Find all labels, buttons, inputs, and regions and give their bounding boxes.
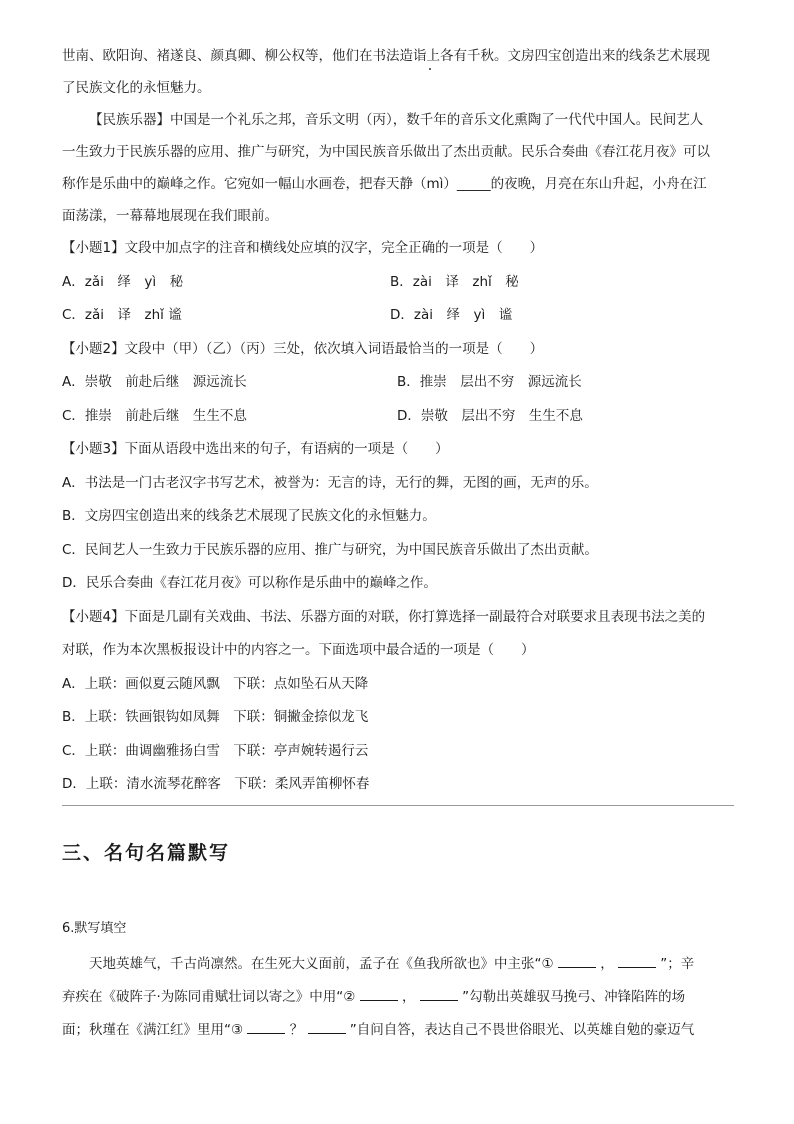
music-line-3: 称作是乐曲中的巅峰之作。它宛如一幅山水画卷，把春天静（mì）_____的夜晚，月亮在东山升起，小舟在江 [62,176,707,192]
dictation-line-1-text-c: ”；辛 [660,956,695,972]
music-line-1: 【民族乐器】中国是一个礼乐之邦，音乐文明（丙），数千年的音乐文化熏陶了一代代中国人。民间艺人 [89,112,704,128]
dictation-line-1-text-b: ， [600,956,614,972]
dictation-line-1-text-a: 天地英雄气，千古尚凛然。在生死大义面前，孟子在《鱼我所欲也》中主张“① [89,956,554,972]
blank-3a[interactable] [247,1021,285,1034]
blank-1a[interactable] [558,955,596,968]
dictation-passage [62,948,734,1047]
question-3-stem: 【小题3】下面从语段中选出来的句子，有语病的一项是（ ） [62,441,449,457]
dictation-line-2-text-b: ， [401,989,416,1005]
intro-line-1: 世南、欧阳询、褚遂良、颜真卿、柳公权等，他们在书法造诣上各有千秋。文房四宝创造出来的线条艺术展现 [62,48,710,64]
section-divider [62,805,734,806]
blank-1b[interactable] [618,955,656,968]
question-2-option-a[interactable]: A．崇敬 前赴后继 源远流长 [62,374,247,390]
blank-2a[interactable] [360,988,398,1001]
question-2-options-row-1 [62,366,734,400]
dictation-line-3-text-a: 面；秋瑾在《满江红》里用“③ [62,1022,244,1038]
dictation-line-1 [62,948,734,981]
question-4-option-d[interactable]: D．上联：清水流琴花醉客 下联：柔风弄笛柳怀春 [62,776,370,792]
passage-body [62,40,734,802]
question-3-option-c[interactable]: C．民间艺人一生致力于民族乐器的应用、推广与研究，为中国民族音乐做出了杰出贡献。 [62,541,598,558]
question-4-option-b[interactable]: B．上联：铁画银钩如凤舞 下联：铜撇金捺似龙飞 [62,709,369,725]
question-3-option-b[interactable]: B．文房四宝创造出来的线条艺术展现了民族文化的永恒魅力。 [62,508,436,524]
question-1-option-d[interactable]: D．zài 绎 yì 谧 [390,307,513,323]
dictation-line-3 [62,1014,734,1047]
music-line-4: 面荡漾，一幕幕地展现在我们眼前。 [62,208,278,224]
question-2-stem: 【小题2】文段中（甲）（乙）（丙）三处，依次填入词语最恰当的一项是（ ） [62,340,544,357]
question-2-option-b[interactable]: B．推崇 层出不穷 源远流长 [397,374,582,390]
question-3-option-a[interactable]: A．书法是一门古老汉字书写艺术，被誉为：无言的诗，无行的舞，无图的画，无声的乐。 [62,474,598,491]
intro-line-2: 了民族文化的永恒魅力。 [62,80,211,96]
dictation-line-2-text-c: ”勾勒出英雄驭马挽弓、冲锋陷阵的场 [462,989,686,1005]
question-1-option-c[interactable]: C．zǎi 译 zhǐ 谧 [62,307,182,323]
question-2-option-c[interactable]: C．推崇 前赴后继 生生不息 [62,407,247,424]
question-2-options-row-2 [62,400,734,434]
question-1-stem: 【小题1】文段中加点字的注音和横线处应填的汉字，完全正确的一项是（ ） [62,240,544,256]
music-line-2: 一生致力于民族乐器的应用、推广与研究，为中国民族音乐做出了杰出贡献。民乐合奏曲《春江花月夜》可以 [62,144,710,160]
question-2-option-d[interactable]: D．崇敬 层出不穷 生生不息 [397,407,583,424]
question-1-option-b[interactable]: B．zài 译 zhǐ 秘 [390,273,519,290]
question-6-title: 6.默写填空 [62,921,127,936]
question-1-options-row-2 [62,299,734,333]
dictation-line-3-text-b: ？ [289,1022,304,1038]
dictation-line-2-text-a: 弃疾在《破阵子·为陈同甫赋壮词以寄之》中用“② [62,989,356,1005]
blank-3b[interactable] [308,1021,346,1034]
question-3-option-d[interactable]: D．民乐合奏曲《春江花月夜》可以称作是乐曲中的巅峰之作。 [62,575,437,591]
question-4-stem-line-1: 【小题4】下面是几副有关戏曲、书法、乐器方面的对联，你打算选择一副最符合对联要求且表现书法之美的 [62,608,706,625]
question-1-options-row-1 [62,266,734,300]
dictation-line-3-text-c: ”自问自答，表达自己不畏世俗眼光、以英雄自勉的豪迈气 [349,1022,695,1038]
question-4-option-a[interactable]: A．上联：画似夏云随风飘 下联：点如坠石从天降 [62,675,369,692]
blank-2b[interactable] [420,988,458,1001]
question-4-stem-line-2: 对联，作为本次黑板报设计中的内容之一。下面选项中最合适的一项是（ ） [62,642,535,658]
dictation-line-2 [62,981,734,1014]
question-1-option-a[interactable]: A．zǎi 绎 yì 秘 [62,273,184,290]
question-4-option-c[interactable]: C．上联：曲调幽雅扬白雪 下联：亭声婉转遏行云 [62,742,369,759]
section-title: 三、名句名篇默写 [62,842,231,864]
